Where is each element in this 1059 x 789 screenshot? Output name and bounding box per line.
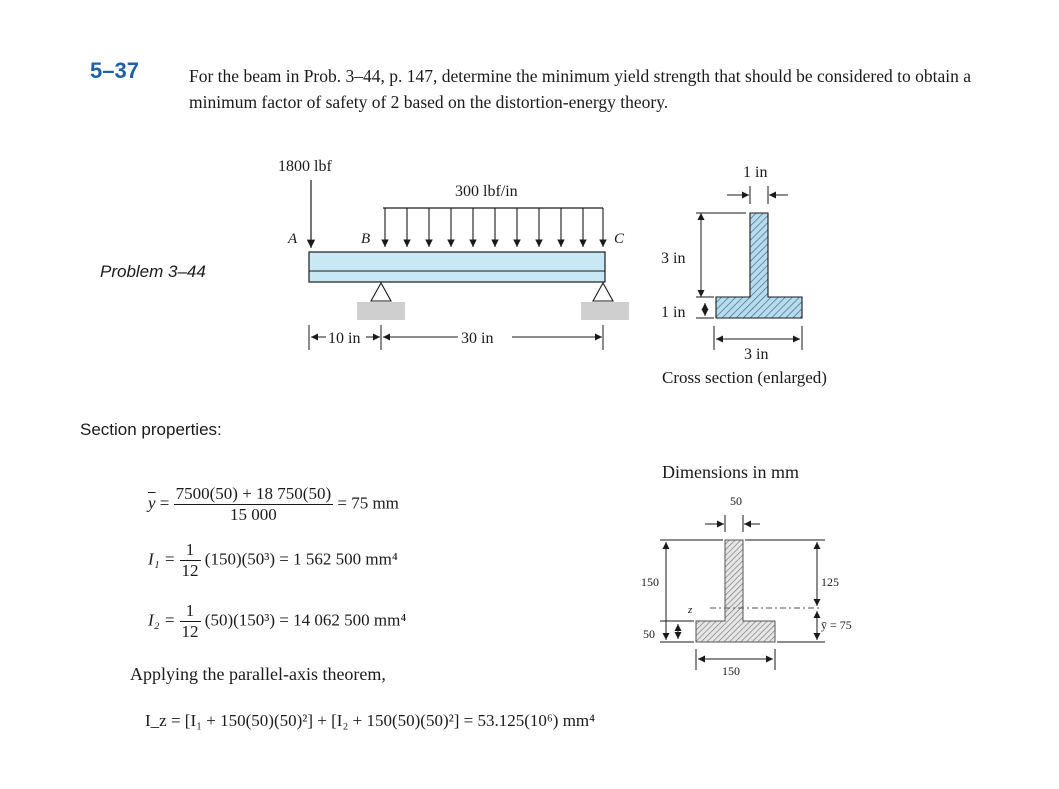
iz-equation: I_z = [I₁ + 150(50)(50)²] + [I₂ + 150(50)(50)²] = 53.125(10⁶) mm⁴ xyxy=(145,711,596,730)
distributed-load-label: 300 lbf/in xyxy=(455,183,518,200)
cross-section-shape xyxy=(716,213,802,318)
ybar-result: = 75 mm xyxy=(337,493,399,513)
mm-ybar-label: ȳ = 75 xyxy=(821,618,852,632)
point-a-label: A xyxy=(288,231,298,247)
i2-fraction xyxy=(180,601,201,642)
mm-web-width-label: 50 xyxy=(730,494,742,508)
support-c xyxy=(581,283,629,320)
mm-web-width-dimension xyxy=(705,515,760,532)
ybar-denominator: 15 000 xyxy=(230,505,277,524)
point-load-label: 1800 lbf xyxy=(278,158,332,175)
span-ab-label: 10 in xyxy=(328,330,361,347)
point-c-label: C xyxy=(614,231,625,247)
parallel-axis-text: Applying the parallel-axis theorem, xyxy=(130,664,386,684)
mm-flange-thickness-label: 50 xyxy=(643,627,655,641)
cross-section-caption: Cross section (enlarged) xyxy=(662,368,827,387)
i1-rhs: (150)(50³) = 1 562 500 mm⁴ xyxy=(204,549,398,569)
ybar-symbol: $\overline{y}$ xyxy=(148,493,156,513)
ybar-numerator: 7500(50) + 18 750(50) xyxy=(175,484,332,503)
problem-number: 5–37 xyxy=(90,58,139,83)
flange-thickness-label: 1 in xyxy=(661,304,686,321)
problem-statement: For the beam in Prob. 3–44, p. 147, determine the minimum yield strength that should be considered to obtain a minimum factor of safety of 2 based on the distortion-energy theory. xyxy=(189,66,972,112)
dimensions-title: Dimensions in mm xyxy=(662,462,800,482)
mm-height-label: 150 xyxy=(641,575,659,589)
i1-frac-num: 1 xyxy=(180,540,201,561)
i1-frac-den: 12 xyxy=(181,561,199,580)
distributed-load-arrows xyxy=(385,208,603,247)
i2-rhs: (50)(150³) = 14 062 500 mm⁴ xyxy=(204,610,407,630)
flange-width-label: 3 in xyxy=(744,346,769,363)
web-width-label: 1 in xyxy=(743,164,768,181)
point-b-label: B xyxy=(361,231,371,247)
i2-equation xyxy=(148,601,406,642)
span-bc-label: 30 in xyxy=(461,330,494,347)
mm-cross-section-shape xyxy=(696,540,775,642)
i2-frac-den: 12 xyxy=(181,622,199,641)
web-width-dimension xyxy=(727,186,788,204)
i2-frac-num: 1 xyxy=(180,601,201,622)
z-axis-label: z xyxy=(688,604,693,616)
beam xyxy=(309,252,605,282)
web-height-label: 3 in xyxy=(661,250,686,267)
i1-equation xyxy=(148,540,398,581)
i2-lhs: I₂ = xyxy=(148,610,176,630)
support-b xyxy=(357,283,405,320)
i1-lhs: I₁ = xyxy=(148,549,176,569)
i1-fraction xyxy=(180,540,201,581)
ybar-equation: $\overline{y}$ = $\frac{7500(50) + 18 750(50)}{15 000}$ = 75 mm xyxy=(148,484,399,524)
mm-centroid-height-label: 125 xyxy=(821,575,839,589)
mm-flange-width-label: 150 xyxy=(722,664,740,678)
problem-reference-label: Problem 3–44 xyxy=(100,262,206,281)
mm-section-figure xyxy=(620,485,880,685)
section-heading: Section properties: xyxy=(80,420,222,439)
ybar-fraction xyxy=(174,484,333,525)
